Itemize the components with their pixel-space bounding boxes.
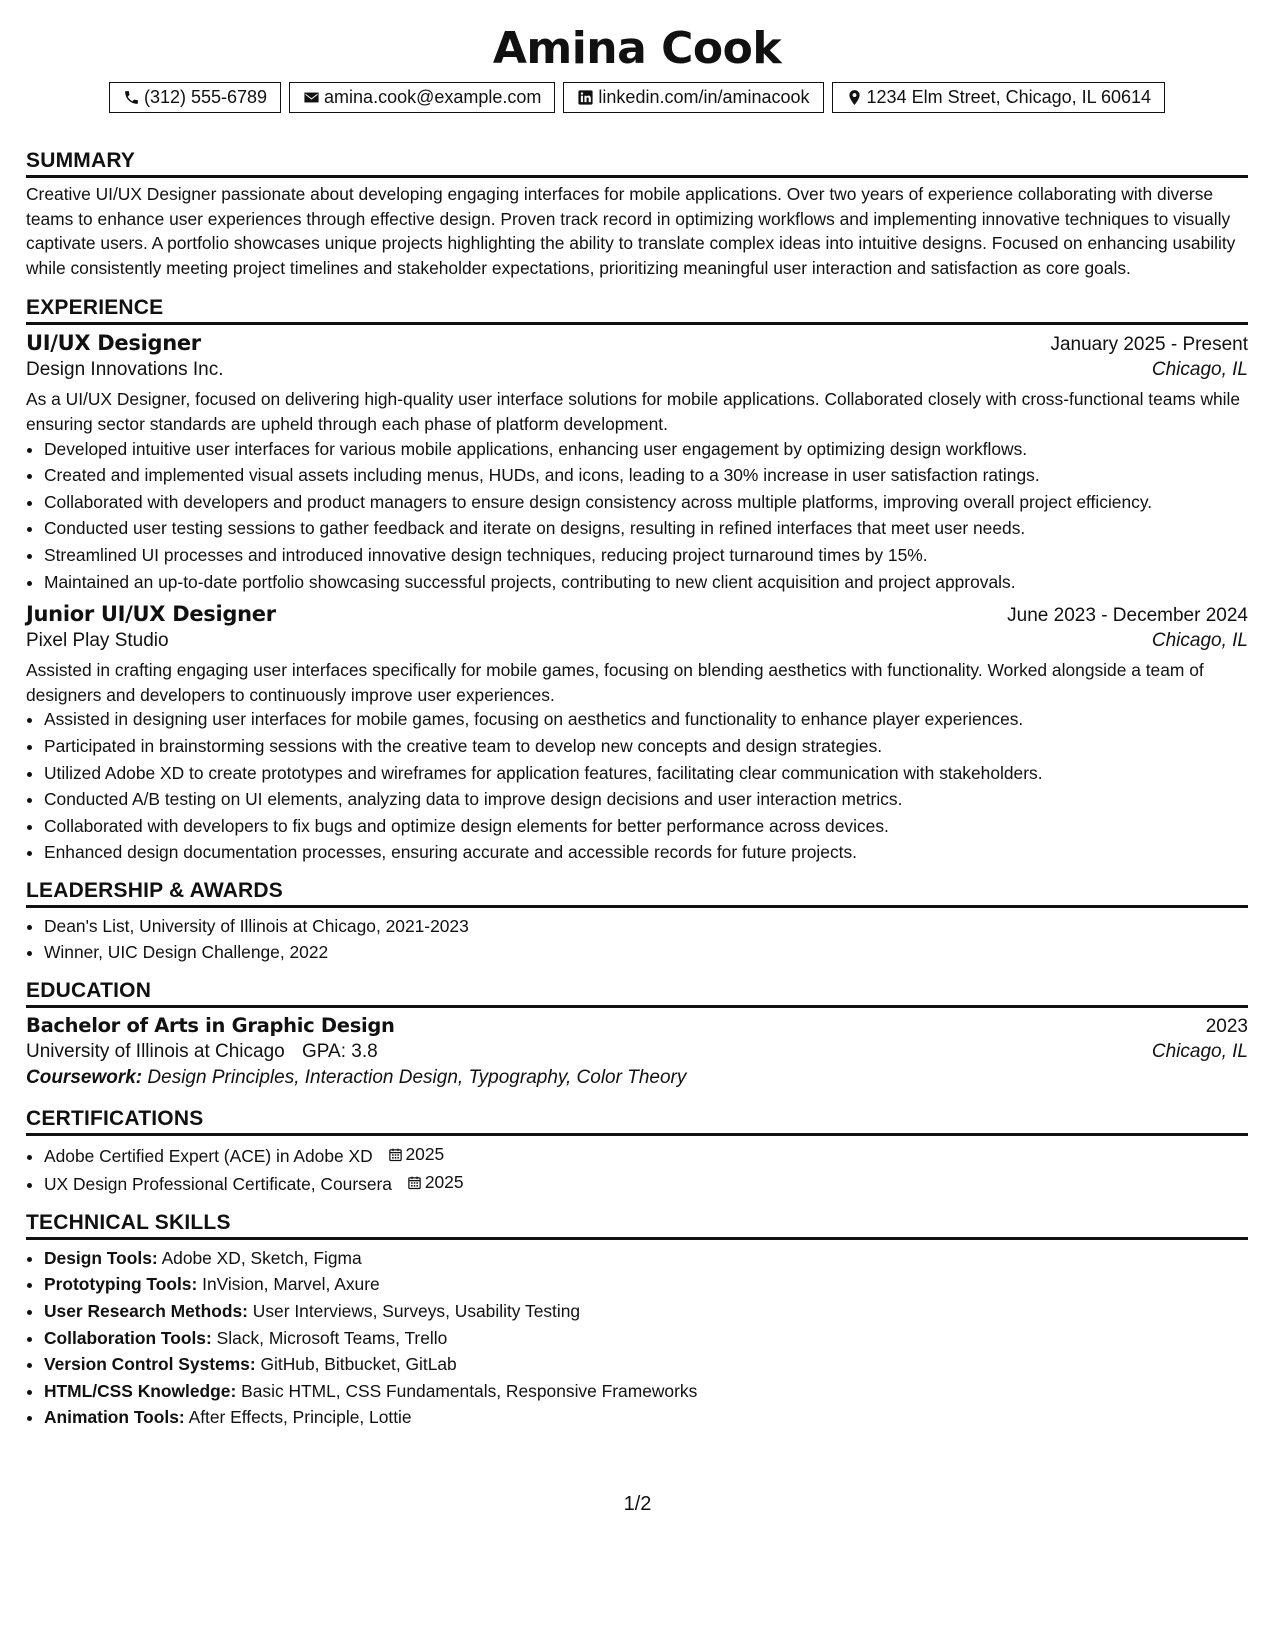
map-pin-icon	[846, 89, 863, 106]
skill-value: After Effects, Principle, Lottie	[188, 1407, 412, 1428]
list-item	[44, 1352, 1248, 1377]
cert-date: 2025	[405, 1144, 445, 1165]
skill-label: Collaboration Tools:	[44, 1327, 212, 1348]
summary-section	[26, 149, 1248, 280]
contact-linkedin[interactable]	[563, 82, 823, 113]
cert-date: 2025	[424, 1172, 464, 1193]
resume-page	[26, 0, 1248, 1432]
skill-value: InVision, Marvel, Axure	[202, 1274, 380, 1295]
coursework-list: Design Principles, Interaction Design, Typography, Color Theory	[147, 1067, 687, 1089]
contact-linkedin-text: linkedin.com/in/aminacook	[598, 87, 810, 107]
linkedin-icon	[577, 89, 594, 106]
job-entry	[26, 331, 1248, 594]
contact-email-text: amina.cook@example.com	[324, 87, 542, 107]
list-item: • Developed intuitive user interfaces for various mobile applications, enhancing user engagement by optimizing design workflows.	[44, 437, 1248, 462]
skill-label: Prototyping Tools:	[44, 1274, 198, 1295]
calendar-icon	[388, 1147, 403, 1162]
skill-value: Basic HTML, CSS Fundamentals, Responsive Frameworks	[241, 1380, 698, 1401]
job-location: Chicago, IL	[1151, 630, 1248, 652]
leadership-section	[26, 879, 1248, 965]
school-location: Chicago, IL	[1151, 1041, 1248, 1063]
list-item	[44, 1246, 1248, 1271]
list-item	[44, 1379, 1248, 1404]
degree-title: Bachelor of Arts in Graphic Design	[26, 1014, 395, 1038]
list-item: • Participated in brainstorming sessions with the creative team to develop new concepts and design strategies.	[44, 734, 1248, 759]
skill-value: GitHub, Bitbucket, GitLab	[260, 1354, 457, 1375]
job-company: Design Innovations Inc.	[26, 359, 224, 381]
graduation-year: 2023	[1205, 1016, 1248, 1038]
skill-value: Adobe XD, Sketch, Figma	[161, 1247, 362, 1268]
skill-value: User Interviews, Surveys, Usability Testing	[252, 1301, 581, 1322]
job-title: UI/UX Designer	[26, 331, 201, 356]
contact-bar	[26, 82, 1248, 113]
job-dates: June 2023 - December 2024	[1007, 605, 1248, 627]
job-title: Junior UI/UX Designer	[26, 602, 276, 627]
phone-icon	[123, 89, 140, 106]
skill-label: User Research Methods:	[44, 1301, 248, 1322]
contact-email[interactable]	[289, 82, 555, 113]
summary-heading: SUMMARY	[26, 149, 1248, 178]
job-dates: January 2025 - Present	[1050, 334, 1248, 356]
envelope-icon	[303, 89, 320, 106]
experience-heading: EXPERIENCE	[26, 296, 1248, 325]
skill-label: Animation Tools:	[44, 1407, 185, 1428]
job-bullets	[26, 707, 1248, 865]
calendar-icon	[407, 1175, 422, 1190]
gpa: GPA: 3.8	[302, 1041, 378, 1063]
list-item: • Streamlined UI processes and introduced innovative design techniques, reducing project turnaround times by 15%.	[44, 543, 1248, 568]
list-item	[44, 1299, 1248, 1324]
contact-phone-text: (312) 555-6789	[143, 87, 268, 107]
list-item: • Dean's List, University of Illinois at Chicago, 2021-2023	[44, 914, 1248, 939]
skills-section	[26, 1211, 1248, 1430]
contact-address[interactable]	[832, 82, 1166, 113]
leadership-heading: LEADERSHIP & AWARDS	[26, 879, 1248, 908]
list-item	[44, 1405, 1248, 1430]
list-item	[44, 1272, 1248, 1297]
education-heading: EDUCATION	[26, 979, 1248, 1008]
list-item	[44, 1326, 1248, 1351]
list-item: • Assisted in designing user interfaces for mobile games, focusing on aesthetics and functionality to enhance player experiences.	[44, 707, 1248, 732]
skill-label: Version Control Systems:	[44, 1354, 256, 1375]
job-entry	[26, 602, 1248, 865]
skills-heading: TECHNICAL SKILLS	[26, 1211, 1248, 1240]
summary-text: Creative UI/UX Designer passionate about developing engaging interfaces for mobile applications. Over two years of experience collaborating with diverse teams to enhance user experiences through effective design. Proven track record in optimizing workflows and implementing innovative techniques to visually captivate users. A portfolio showcases unique projects highlighting the ability to translate complex ideas into intuitive designs. Focused on enhancing usability while consistently meeting project timelines and stakeholder expectations, prioritizing meaningful user interaction and satisfaction as core goals.	[26, 184, 1236, 278]
list-item: • Enhanced design documentation processes, ensuring accurate and accessible records for future projects.	[44, 840, 1248, 865]
list-item: • Winner, UIC Design Challenge, 2022	[44, 940, 1248, 965]
skill-label: HTML/CSS Knowledge:	[44, 1380, 237, 1401]
candidate-name: Amina Cook	[492, 23, 782, 74]
list-item	[44, 1142, 1248, 1168]
list-item: • Maintained an up-to-date portfolio showcasing successful projects, contributing to new client acquisition and project approvals.	[44, 570, 1248, 595]
list-item	[44, 1170, 1248, 1196]
list-item: • Conducted user testing sessions to gather feedback and iterate on designs, resulting in refined interfaces that meet user needs.	[44, 516, 1248, 541]
cert-name: Adobe Certified Expert (ACE) in Adobe XD	[44, 1145, 373, 1166]
certifications-section	[26, 1107, 1248, 1197]
list-item: • Created and implemented visual assets including menus, HUDs, and icons, leading to a 30% increase in user satisfaction ratings.	[44, 463, 1248, 488]
contact-address-text: 1234 Elm Street, Chicago, IL 60614	[866, 87, 1152, 107]
job-description: As a UI/UX Designer, focused on delivering high-quality user interface solutions for mobile applications. Collaborated closely with cross-functional teams while ensuring sector standards are upheld through each phase of platform development.	[26, 389, 1241, 434]
certifications-heading: CERTIFICATIONS	[26, 1107, 1248, 1136]
coursework	[26, 1067, 1248, 1089]
experience-section	[26, 296, 1248, 865]
list-item: • Conducted A/B testing on UI elements, analyzing data to improve design decisions and user interaction metrics.	[44, 787, 1248, 812]
contact-phone[interactable]	[109, 82, 281, 113]
cert-name: UX Design Professional Certificate, Coursera	[44, 1174, 392, 1195]
list-item: • Collaborated with developers and product managers to ensure design consistency across multiple platforms, improving overall project efficiency.	[44, 490, 1248, 515]
school-name: University of Illinois at Chicago	[26, 1041, 285, 1063]
job-description: Assisted in crafting engaging user interfaces specifically for mobile games, focusing on blending aesthetics with functionality. Worked alongside a team of designers and developers to continuously improve user experiences.	[26, 660, 1204, 705]
list-item: • Utilized Adobe XD to create prototypes and wireframes for application features, facilitating clear communication with stakeholders.	[44, 761, 1248, 786]
leadership-list	[26, 914, 1248, 965]
page-number: 1/2	[623, 1493, 652, 1515]
list-item: • Collaborated with developers to fix bugs and optimize design elements for better performance across devices.	[44, 814, 1248, 839]
skill-value: Slack, Microsoft Teams, Trello	[216, 1327, 448, 1348]
skills-list	[26, 1246, 1248, 1430]
job-company: Pixel Play Studio	[26, 630, 169, 652]
education-section	[26, 979, 1248, 1089]
certifications-list	[26, 1142, 1248, 1197]
job-location: Chicago, IL	[1151, 359, 1248, 381]
skill-label: Design Tools:	[44, 1247, 158, 1268]
job-bullets	[26, 437, 1248, 595]
coursework-label: Coursework:	[26, 1067, 143, 1089]
